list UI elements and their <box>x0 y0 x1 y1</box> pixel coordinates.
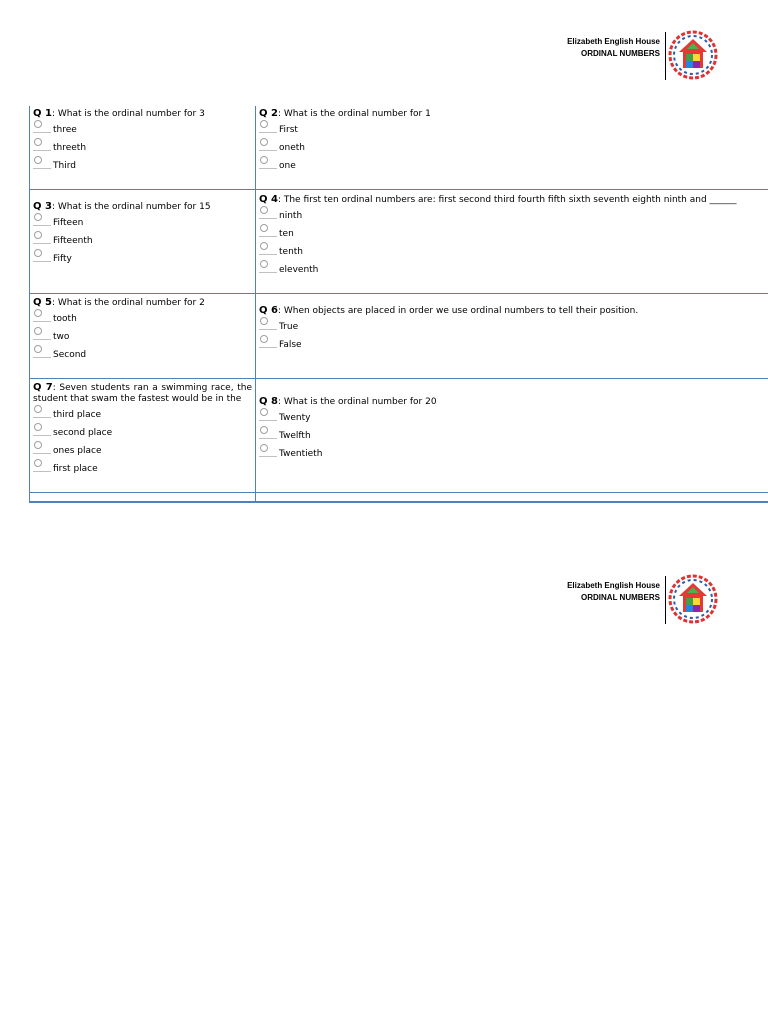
option[interactable] <box>33 213 252 231</box>
question-number: Q 5 <box>33 297 52 308</box>
radio-button[interactable] <box>260 224 268 232</box>
question-number: Q 6 <box>259 305 278 316</box>
option[interactable] <box>259 138 765 156</box>
radio-button[interactable] <box>34 138 42 146</box>
radio-button[interactable] <box>34 213 42 221</box>
option[interactable] <box>33 405 252 423</box>
question-text: : What is the ordinal number for 20 <box>277 397 437 407</box>
radio-button[interactable] <box>260 156 268 164</box>
option[interactable] <box>33 138 252 156</box>
radio-button[interactable] <box>260 444 268 452</box>
question-number: Q 8 <box>259 396 278 407</box>
page-header-2 <box>508 576 768 636</box>
question-text: : Seven students ran a swimming race, the student that swam the fastest would be in the <box>33 383 252 404</box>
option[interactable] <box>259 120 765 138</box>
option-label: Twelfth <box>279 431 311 441</box>
school-name: Elizabeth English House <box>567 581 660 590</box>
question-q5 <box>29 293 255 378</box>
option-label: one <box>279 161 296 171</box>
option-label: second place <box>53 428 113 438</box>
option[interactable] <box>33 231 252 249</box>
option[interactable] <box>259 444 765 462</box>
question-q1 <box>29 106 255 189</box>
option-label: ones place <box>53 446 102 456</box>
question-text: : What is the ordinal number for 1 <box>277 109 431 119</box>
radio-button[interactable] <box>34 423 42 431</box>
question-number: Q 7 <box>33 382 53 393</box>
header-divider <box>665 576 666 624</box>
option-label: third place <box>53 410 102 420</box>
option-label: False <box>279 340 302 350</box>
option[interactable] <box>33 327 252 345</box>
question-q8 <box>255 378 768 492</box>
school-name: Elizabeth English House <box>567 37 660 46</box>
radio-button[interactable] <box>260 206 268 214</box>
radio-button[interactable] <box>34 120 42 128</box>
question-q4 <box>255 189 768 293</box>
option[interactable] <box>259 224 765 242</box>
radio-button[interactable] <box>34 345 42 353</box>
question-number: Q 4 <box>259 194 278 205</box>
option-label: eleventh <box>279 265 319 275</box>
option[interactable] <box>259 156 765 174</box>
option-label: Third <box>53 161 76 171</box>
option-label: ten <box>279 229 294 239</box>
question-number: Q 3 <box>33 201 52 212</box>
option[interactable] <box>33 441 252 459</box>
radio-button[interactable] <box>260 317 268 325</box>
quiz-grid <box>29 106 768 502</box>
option-label: oneth <box>279 143 305 153</box>
question-text: : What is the ordinal number for 2 <box>51 298 205 308</box>
option[interactable] <box>259 317 765 335</box>
radio-button[interactable] <box>34 156 42 164</box>
school-logo-icon <box>668 30 718 80</box>
option-label: ninth <box>279 211 303 221</box>
option[interactable] <box>33 423 252 441</box>
option-label: Second <box>53 350 87 360</box>
worksheet-topic: ORDINAL NUMBERS <box>581 49 660 58</box>
radio-button[interactable] <box>260 335 268 343</box>
option-label: Twenty <box>279 413 311 423</box>
question-q7 <box>29 378 255 492</box>
option[interactable] <box>259 426 765 444</box>
worksheet-topic: ORDINAL NUMBERS <box>581 593 660 602</box>
question-text: : The first ten ordinal numbers are: first second third fourth fifth sixth seventh eighth ninth and ______ <box>277 195 737 205</box>
option-label: Fifteenth <box>53 236 93 246</box>
option[interactable] <box>259 242 765 260</box>
option[interactable] <box>259 260 765 278</box>
option[interactable] <box>33 309 252 327</box>
radio-button[interactable] <box>34 405 42 413</box>
radio-button[interactable] <box>260 260 268 268</box>
radio-button[interactable] <box>34 231 42 239</box>
option[interactable] <box>33 120 252 138</box>
option[interactable] <box>259 335 765 353</box>
radio-button[interactable] <box>34 249 42 257</box>
school-logo-icon <box>668 574 718 624</box>
option[interactable] <box>33 156 252 174</box>
option-label: tenth <box>279 247 304 257</box>
option-label: three <box>53 125 77 135</box>
question-text: : When objects are placed in order we use ordinal numbers to tell their position. <box>277 306 639 316</box>
radio-button[interactable] <box>260 426 268 434</box>
option-label: tooth <box>53 314 77 324</box>
question-text: : What is the ordinal number for 15 <box>51 202 211 212</box>
question-number: Q 1 <box>33 108 52 119</box>
option-label: Twentieth <box>279 449 323 459</box>
question-q3 <box>29 199 255 293</box>
radio-button[interactable] <box>34 309 42 317</box>
question-number: Q 2 <box>259 108 278 119</box>
question-q2 <box>255 106 768 189</box>
radio-button[interactable] <box>34 459 42 467</box>
option[interactable] <box>259 408 765 426</box>
radio-button[interactable] <box>34 327 42 335</box>
radio-button[interactable] <box>260 408 268 416</box>
question-q6 <box>255 293 768 378</box>
option[interactable] <box>33 459 252 477</box>
header-divider <box>665 32 666 80</box>
radio-button[interactable] <box>34 441 42 449</box>
option-label: True <box>279 322 299 332</box>
option[interactable] <box>33 345 252 363</box>
option-label: two <box>53 332 70 342</box>
radio-button[interactable] <box>260 242 268 250</box>
radio-button[interactable] <box>260 138 268 146</box>
option[interactable] <box>33 249 252 267</box>
radio-button[interactable] <box>260 120 268 128</box>
option-label: threeth <box>53 143 87 153</box>
page-header <box>508 32 768 92</box>
option-label: Fifteen <box>53 218 84 228</box>
option-label: Fifty <box>53 254 72 264</box>
option-label: First <box>279 125 298 135</box>
option[interactable] <box>259 206 765 224</box>
option-label: first place <box>53 464 98 474</box>
question-text: : What is the ordinal number for 3 <box>51 109 205 119</box>
